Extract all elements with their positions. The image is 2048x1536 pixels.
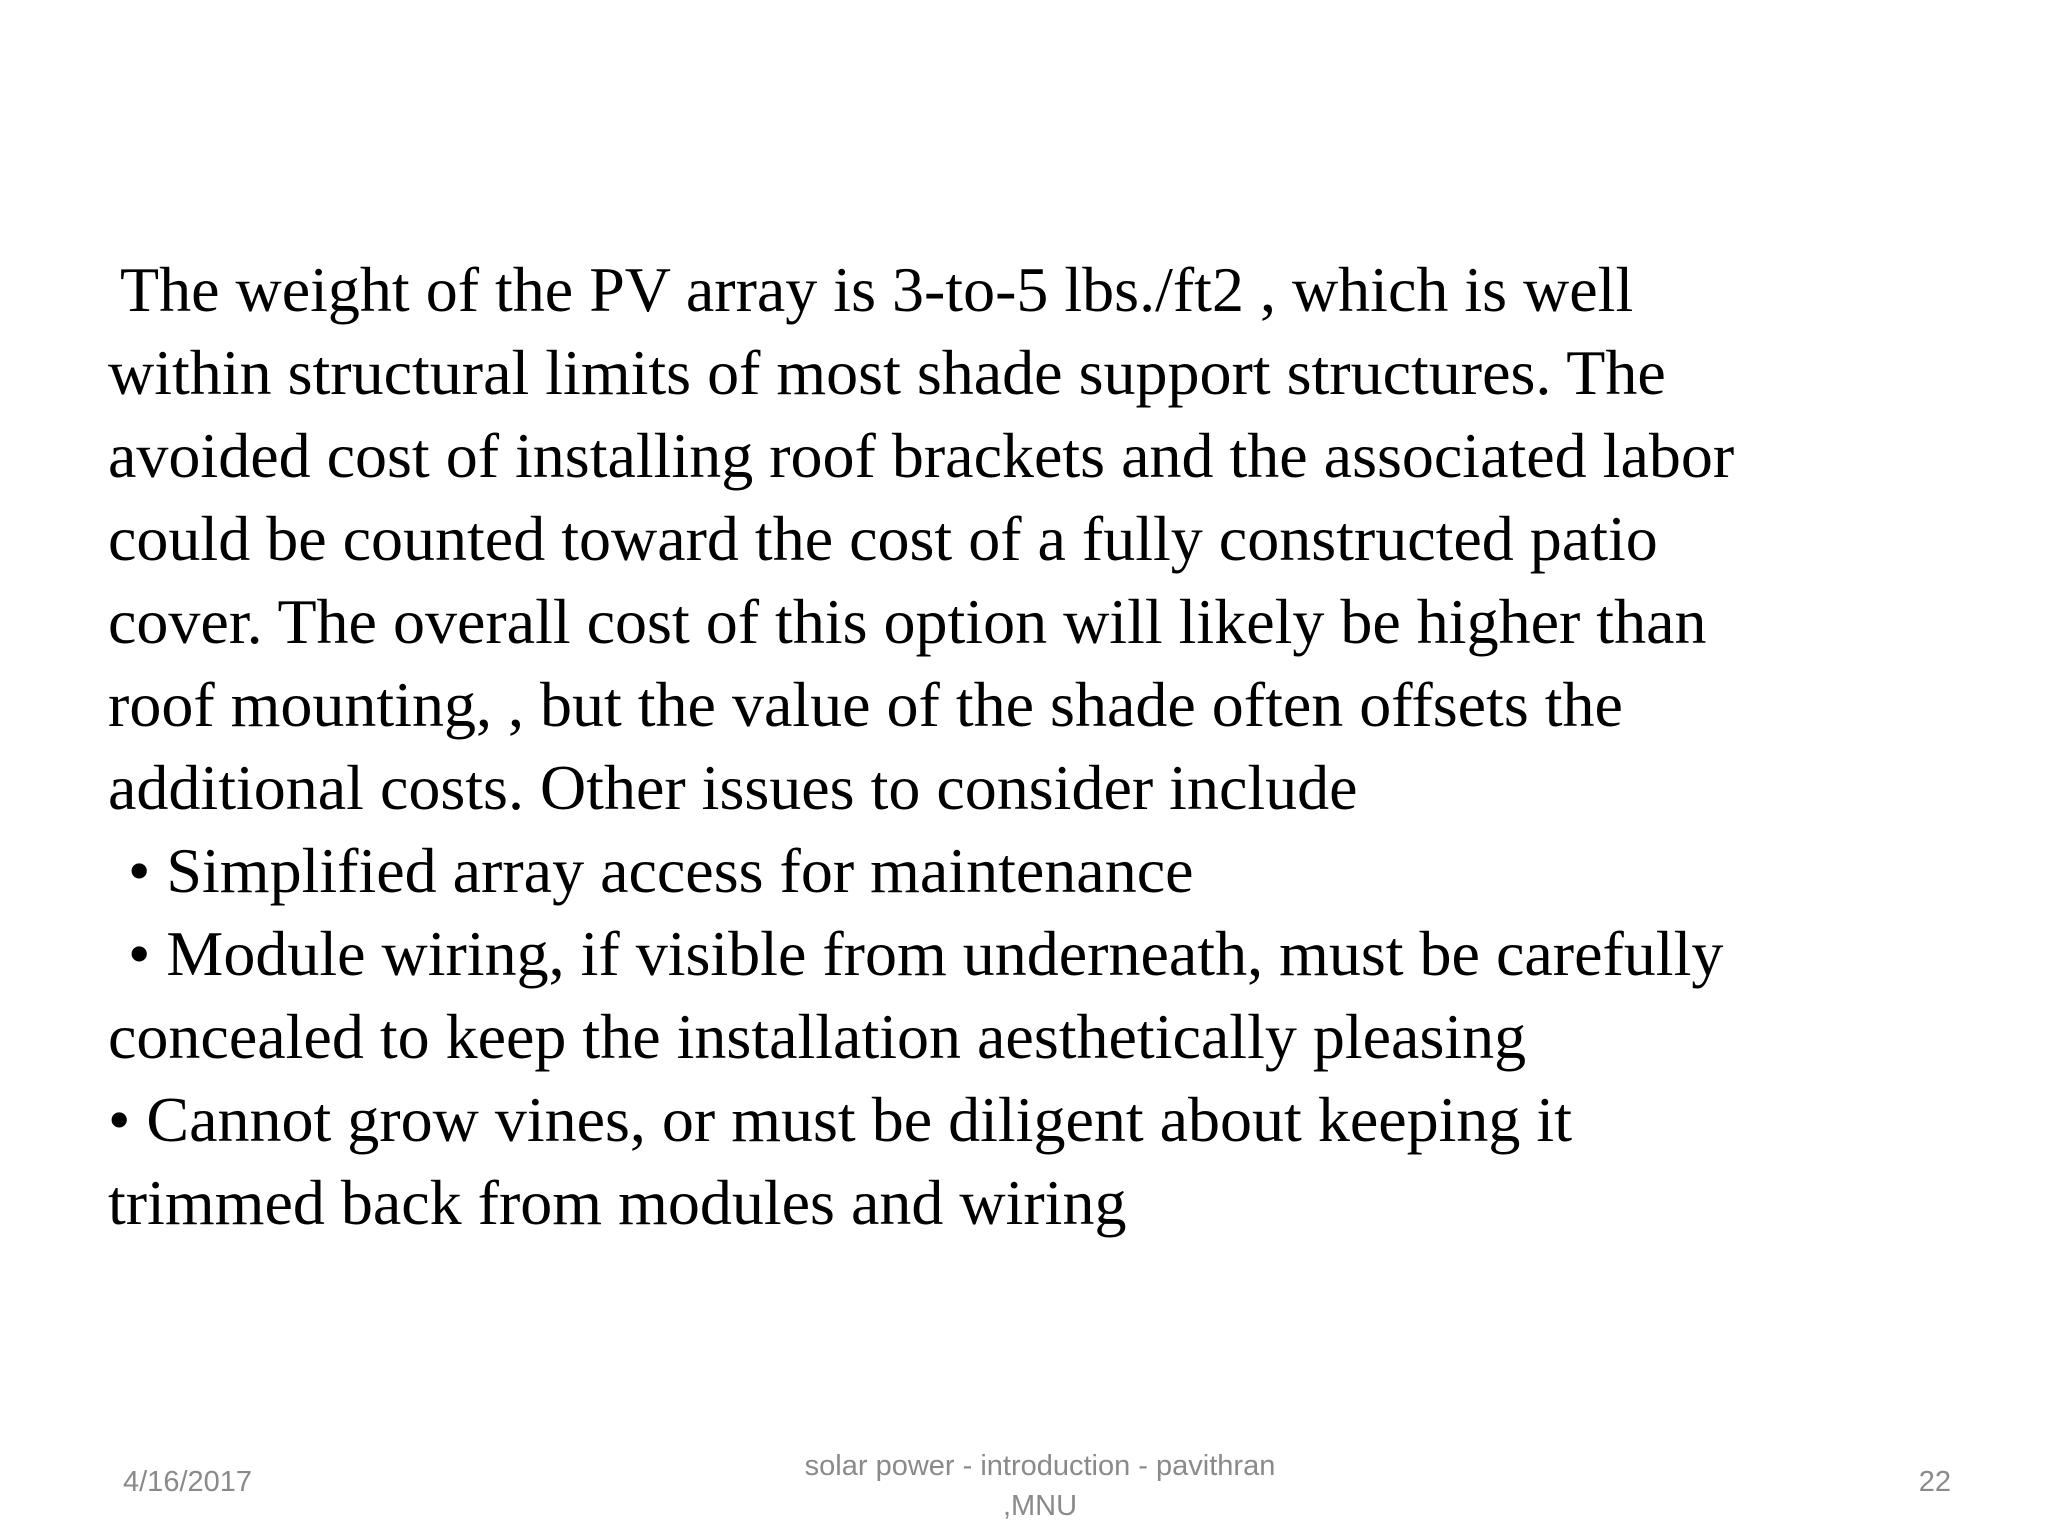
bullet-item: • Cannot grow vines, or must be diligent about keeping it <box>108 1084 1572 1155</box>
paragraph-line: could be counted toward the cost of a fully constructed patio <box>108 503 1658 574</box>
footer-title-line: ,MNU <box>1002 1490 1078 1522</box>
bullet-continuation: trimmed back from modules and wiring <box>108 1167 1127 1238</box>
footer-title <box>700 1446 1380 1526</box>
paragraph-line: cover. The overall cost of this option will likely be higher than <box>108 586 1707 657</box>
paragraph-line: additional costs. Other issues to consider include <box>108 752 1358 823</box>
footer-title-line: solar power - introduction - pavithran <box>804 1450 1276 1482</box>
bullet-item: • Simplified array access for maintenance <box>128 835 1194 906</box>
footer-page-number: 22 <box>1918 1466 1951 1498</box>
bullet-continuation: concealed to keep the installation aesthetically pleasing <box>108 1001 1527 1072</box>
bullet-item: • Module wiring, if visible from underneath, must be carefully <box>128 918 1724 989</box>
paragraph-line: avoided cost of installing roof brackets and the associated labor <box>108 420 1735 491</box>
paragraph-line: The weight of the PV array is 3-to-5 lbs./ft2 , which is well <box>120 254 1634 325</box>
paragraph-line: roof mounting, , but the value of the shade often offsets the <box>108 669 1623 740</box>
slide-body-text <box>108 248 1988 1244</box>
paragraph-line: within structural limits of most shade support structures. The <box>108 337 1666 408</box>
footer-date: 4/16/2017 <box>123 1466 253 1498</box>
